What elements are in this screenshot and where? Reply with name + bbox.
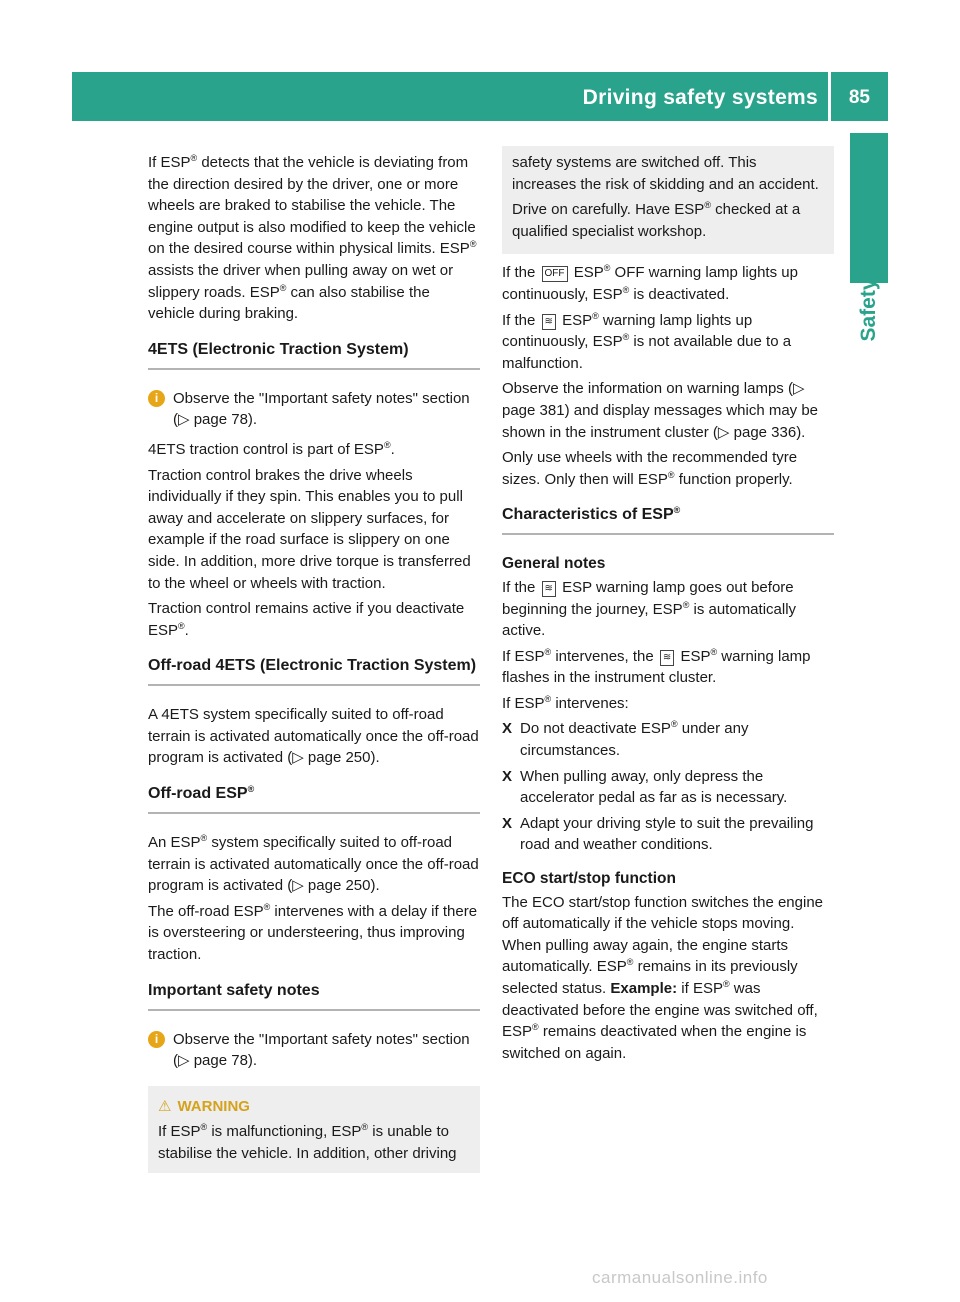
paragraph: If the ≋ ESP® warning lamp lights up continuously, ESP® is not available due to a malfunction. xyxy=(502,310,792,372)
paragraph: Only use wheels with the recommended tyre sizes. Only then will ESP® function properly. xyxy=(502,449,798,488)
paragraph: Traction control remains active if you deactivate ESP®. xyxy=(148,600,465,639)
info-link[interactable]: Observe the "Important safety notes" section (▷ page 78). xyxy=(173,1030,470,1070)
heading-safety-notes: Important safety notes xyxy=(148,980,480,1011)
esp-lamp-icon: ≋ xyxy=(542,581,556,597)
list-item: X Do not deactivate ESP® under any circumstances. xyxy=(502,718,834,761)
paragraph: If ESP® intervenes: xyxy=(502,693,629,712)
heading-offroad-esp: Off-road ESP® xyxy=(148,783,480,814)
page-number: 85 xyxy=(848,87,870,108)
heading-general-notes: General notes xyxy=(502,555,606,573)
right-column xyxy=(502,152,834,1068)
esp-off-lamp-icon: OFF xyxy=(542,266,568,282)
warning-title: ⚠ WARNING xyxy=(158,1097,250,1115)
paragraph: A 4ETS system specifically suited to off-road terrain is activated automatically once the off-road program is activated (▷ page 250). xyxy=(148,706,479,767)
list-item: X When pulling away, only depress the accelerator pedal as far as is necessary. xyxy=(502,766,834,809)
bullet-icon: X xyxy=(502,814,513,832)
esp-lamp-icon: ≋ xyxy=(660,650,674,666)
side-tab xyxy=(850,133,888,283)
section-title: Driving safety systems xyxy=(582,86,818,109)
paragraph: If the ≋ ESP warning lamp goes out before beginning the journey, ESP® is automatically active. xyxy=(502,578,797,640)
info-note xyxy=(148,388,480,431)
info-icon: i xyxy=(148,1031,165,1048)
heading-offroad-4ets: Off-road 4ETS (Electronic Traction System) xyxy=(148,655,480,686)
paragraph: Observe the information on warning lamps (▷ page 381) and display messages which may be shown in the instrument cluster (▷ page 336). xyxy=(502,380,819,441)
paragraph: The ECO start/stop function switches the engine off automatically if the vehicle stops moving. When pulling away again, the engine starts automatically. ESP® remains in its previously selected status. Example: if ESP® was deactivated before the engine was switched off, ESP® remains deactivated when the engine is switched on again. xyxy=(502,893,823,1062)
warning-text: If ESP® is malfunctioning, ESP® is unable to stabilise the vehicle. In addition, other driving xyxy=(158,1122,457,1162)
side-tab-label: Safety xyxy=(857,278,880,342)
left-column xyxy=(148,152,480,1173)
watermark: carmanualsonline.info xyxy=(592,1268,768,1287)
paragraph: If ESP® intervenes, the ≋ ESP® warning lamp flashes in the instrument cluster. xyxy=(502,646,811,687)
warning-text: Drive on carefully. Have ESP® checked at a qualified specialist workshop. xyxy=(512,200,801,240)
warning-box xyxy=(148,1086,480,1173)
paragraph: If ESP® detects that the vehicle is deviating from the direction desired by the driver, one or more wheels are braked to stabilise the vehicle. The engine output is also modified to keep the vehicle on the desired course within physical limits. ESP® assists the driver when pulling away on wet or slippery roads. ESP® can also stabilise the vehicle during braking. xyxy=(148,153,477,323)
info-icon: i xyxy=(148,390,165,407)
info-link[interactable]: Observe the "Important safety notes" section (▷ page 78). xyxy=(173,389,470,429)
header-divider xyxy=(828,72,831,121)
warning-text: safety systems are switched off. This increases the risk of skidding and an accident. xyxy=(512,154,819,193)
heading-4ets: 4ETS (Electronic Traction System) xyxy=(148,339,480,370)
warning-box-continued xyxy=(502,146,834,254)
header-bar xyxy=(72,72,888,121)
paragraph: The off-road ESP® intervenes with a delay if there is oversteering or understeering, thus improving traction. xyxy=(148,901,478,964)
bullet-icon: X xyxy=(502,720,513,738)
info-note xyxy=(148,1029,480,1072)
heading-characteristics: Characteristics of ESP® xyxy=(502,504,834,535)
paragraph: Traction control brakes the drive wheels individually if they spin. This enables you to pull away and accelerate on slippery surfaces, for example if the road surface is slippery on one side. In addition, more drive torque is transferred to the wheel or wheels with traction. xyxy=(148,466,471,592)
paragraph: 4ETS traction control is part of ESP®. xyxy=(148,439,395,458)
paragraph: If the OFF ESP® OFF warning lamp lights up continuously, ESP® is deactivated. xyxy=(502,263,798,303)
esp-lamp-icon: ≋ xyxy=(542,314,556,330)
warning-icon: ⚠ xyxy=(158,1097,172,1115)
paragraph: An ESP® system specifically suited to off-road terrain is activated automatically once the off-road program is activated (▷ page 250). xyxy=(148,833,479,895)
list-item: X Adapt your driving style to suit the prevailing road and weather conditions. xyxy=(502,813,834,856)
heading-eco: ECO start/stop function xyxy=(502,870,676,888)
bullet-icon: X xyxy=(502,767,513,785)
